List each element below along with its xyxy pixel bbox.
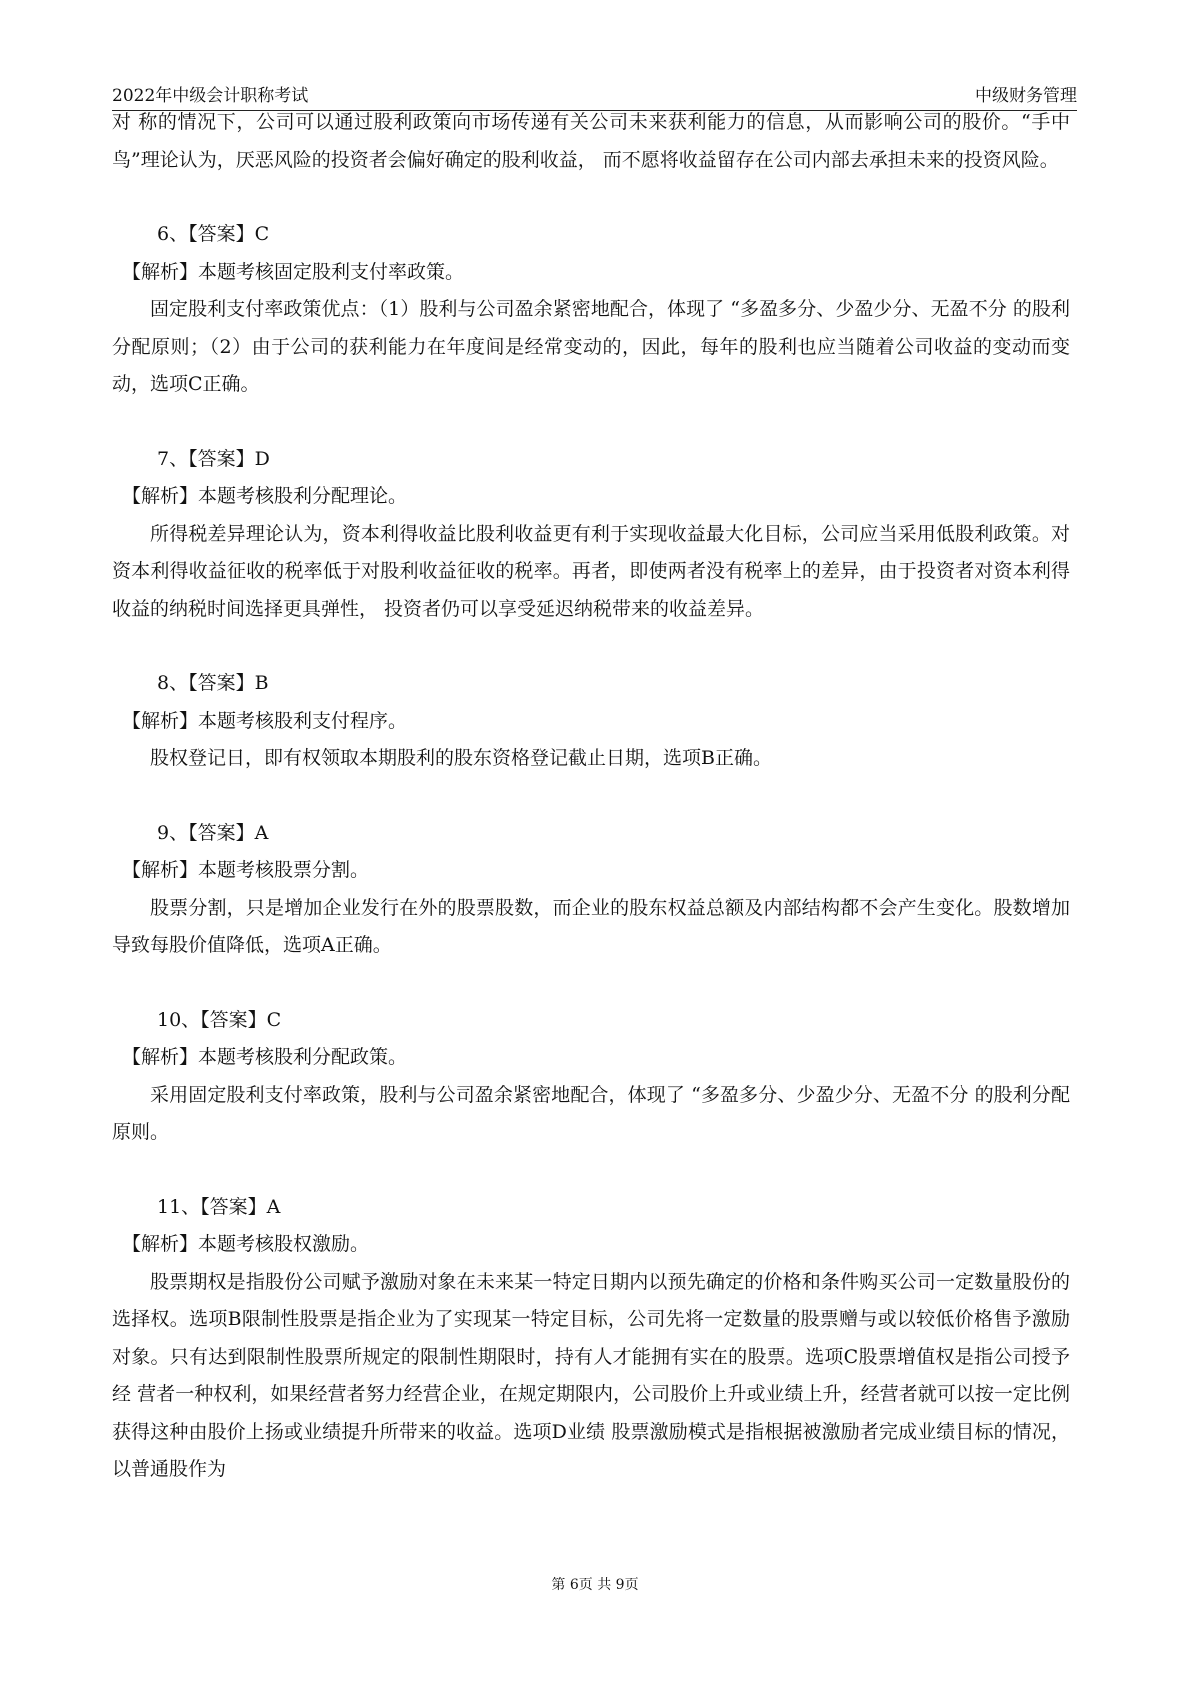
analysis-paragraph-q7: 所得税差异理论认为，资本利得收益比股利收益更有利于实现收益最大化目标，公司应当采用低股利政策。对资本利得收益征收的税率低于对股利收益征收的税率。再者，即使两者没有税率上的差异，由于投资者对资本利得收益的纳税时间选择更具弹性， 投资者仍可以享受延迟纳税带来的收益差异。 [112,522,1070,620]
answer-line-q7: 7、【答案】D [157,447,270,470]
answer-line-q11: 11、【答案】A [157,1195,281,1218]
page-body [112,104,1070,1489]
analysis-heading-q6: 【解析】本题考核固定股利支付率政策。 [122,260,465,283]
analysis-heading-q8: 【解析】本题考核股利支付程序。 [122,709,408,732]
analysis-paragraph-q11: 股票期权是指股份公司赋予激励对象在未来某一特定日期内以预先确定的价格和条件购买公司一定数量股份的选择权。选项B限制性股票是指企业为了实现某一特定目标，公司先将一定数量的股票赠与或以较低价格售予激励对象。只有达到限制性股票所规定的限制性期限时，持有人才能拥有实在的股票。选项C股票增值权是指公司授予经 营者一种权利，如果经营者努力经营企业，在规定期限内，公司股价上升或业绩上升，经营者就可以按一定比例获得这种由股价上扬或业绩提升所带来的收益。选项D业绩 股票激励模式是指根据被激励者完成业绩目标的情况，以普通股作为 [112,1270,1070,1480]
analysis-paragraph-q6: 固定股利支付率政策优点：（1）股利与公司盈余紧密地配合，体现了 “多盈多分、少盈少分、无盈不分 的股利分配原则；（2）由于公司的获利能力在年度间是经常变动的，因此，每年的股利也应当随着公司收益的变动而变动，选项C正确。 [112,298,1070,395]
analysis-paragraph-q10: 采用固定股利支付率政策，股利与公司盈余紧密地配合，体现了 “多盈多分、少盈少分、无盈不分 的股利分配原则。 [112,1083,1070,1143]
analysis-heading-q10: 【解析】本题考核股利分配政策。 [122,1046,408,1068]
answer-line-q6: 6、【答案】C [157,223,270,245]
analysis-paragraph-q8: 股权登记日，即有权领取本期股利的股东资格登记截止日期，选项B正确。 [150,747,772,769]
header-subject: 中级财务管理 [975,86,1077,106]
answer-line-q9: 9、【答案】A [157,821,269,844]
analysis-heading-q9: 【解析】本题考核股票分割。 [122,859,370,881]
answer-line-q10: 10、【答案】C [157,1008,282,1031]
intro-paragraph: 对 称的情况下，公司可以通过股利政策向市场传递有关公司未来获利能力的信息，从而影响公司的股价。“手中鸟”理论认为，厌恶风险的投资者会偏好确定的股利收益， 而不愿将收益留存在公司内部去承担未来的投资风险。 [112,111,1070,171]
analysis-heading-q11: 【解析】本题考核股权激励。 [122,1233,370,1255]
page-number: 第 6页 共 9页 [551,1577,639,1593]
page-footer [0,1575,1190,1595]
analysis-heading-q7: 【解析】本题考核股利分配理论。 [122,485,408,507]
header-exam-title: 2022年中级会计职称考试 [112,86,309,106]
answer-line-q8: 8、【答案】B [157,672,269,694]
analysis-paragraph-q9: 股票分割，只是增加企业发行在外的股票股数，而企业的股东权益总额及内部结构都不会产生变化。股数增加导致每股价值降低，选项A正确。 [112,896,1070,956]
